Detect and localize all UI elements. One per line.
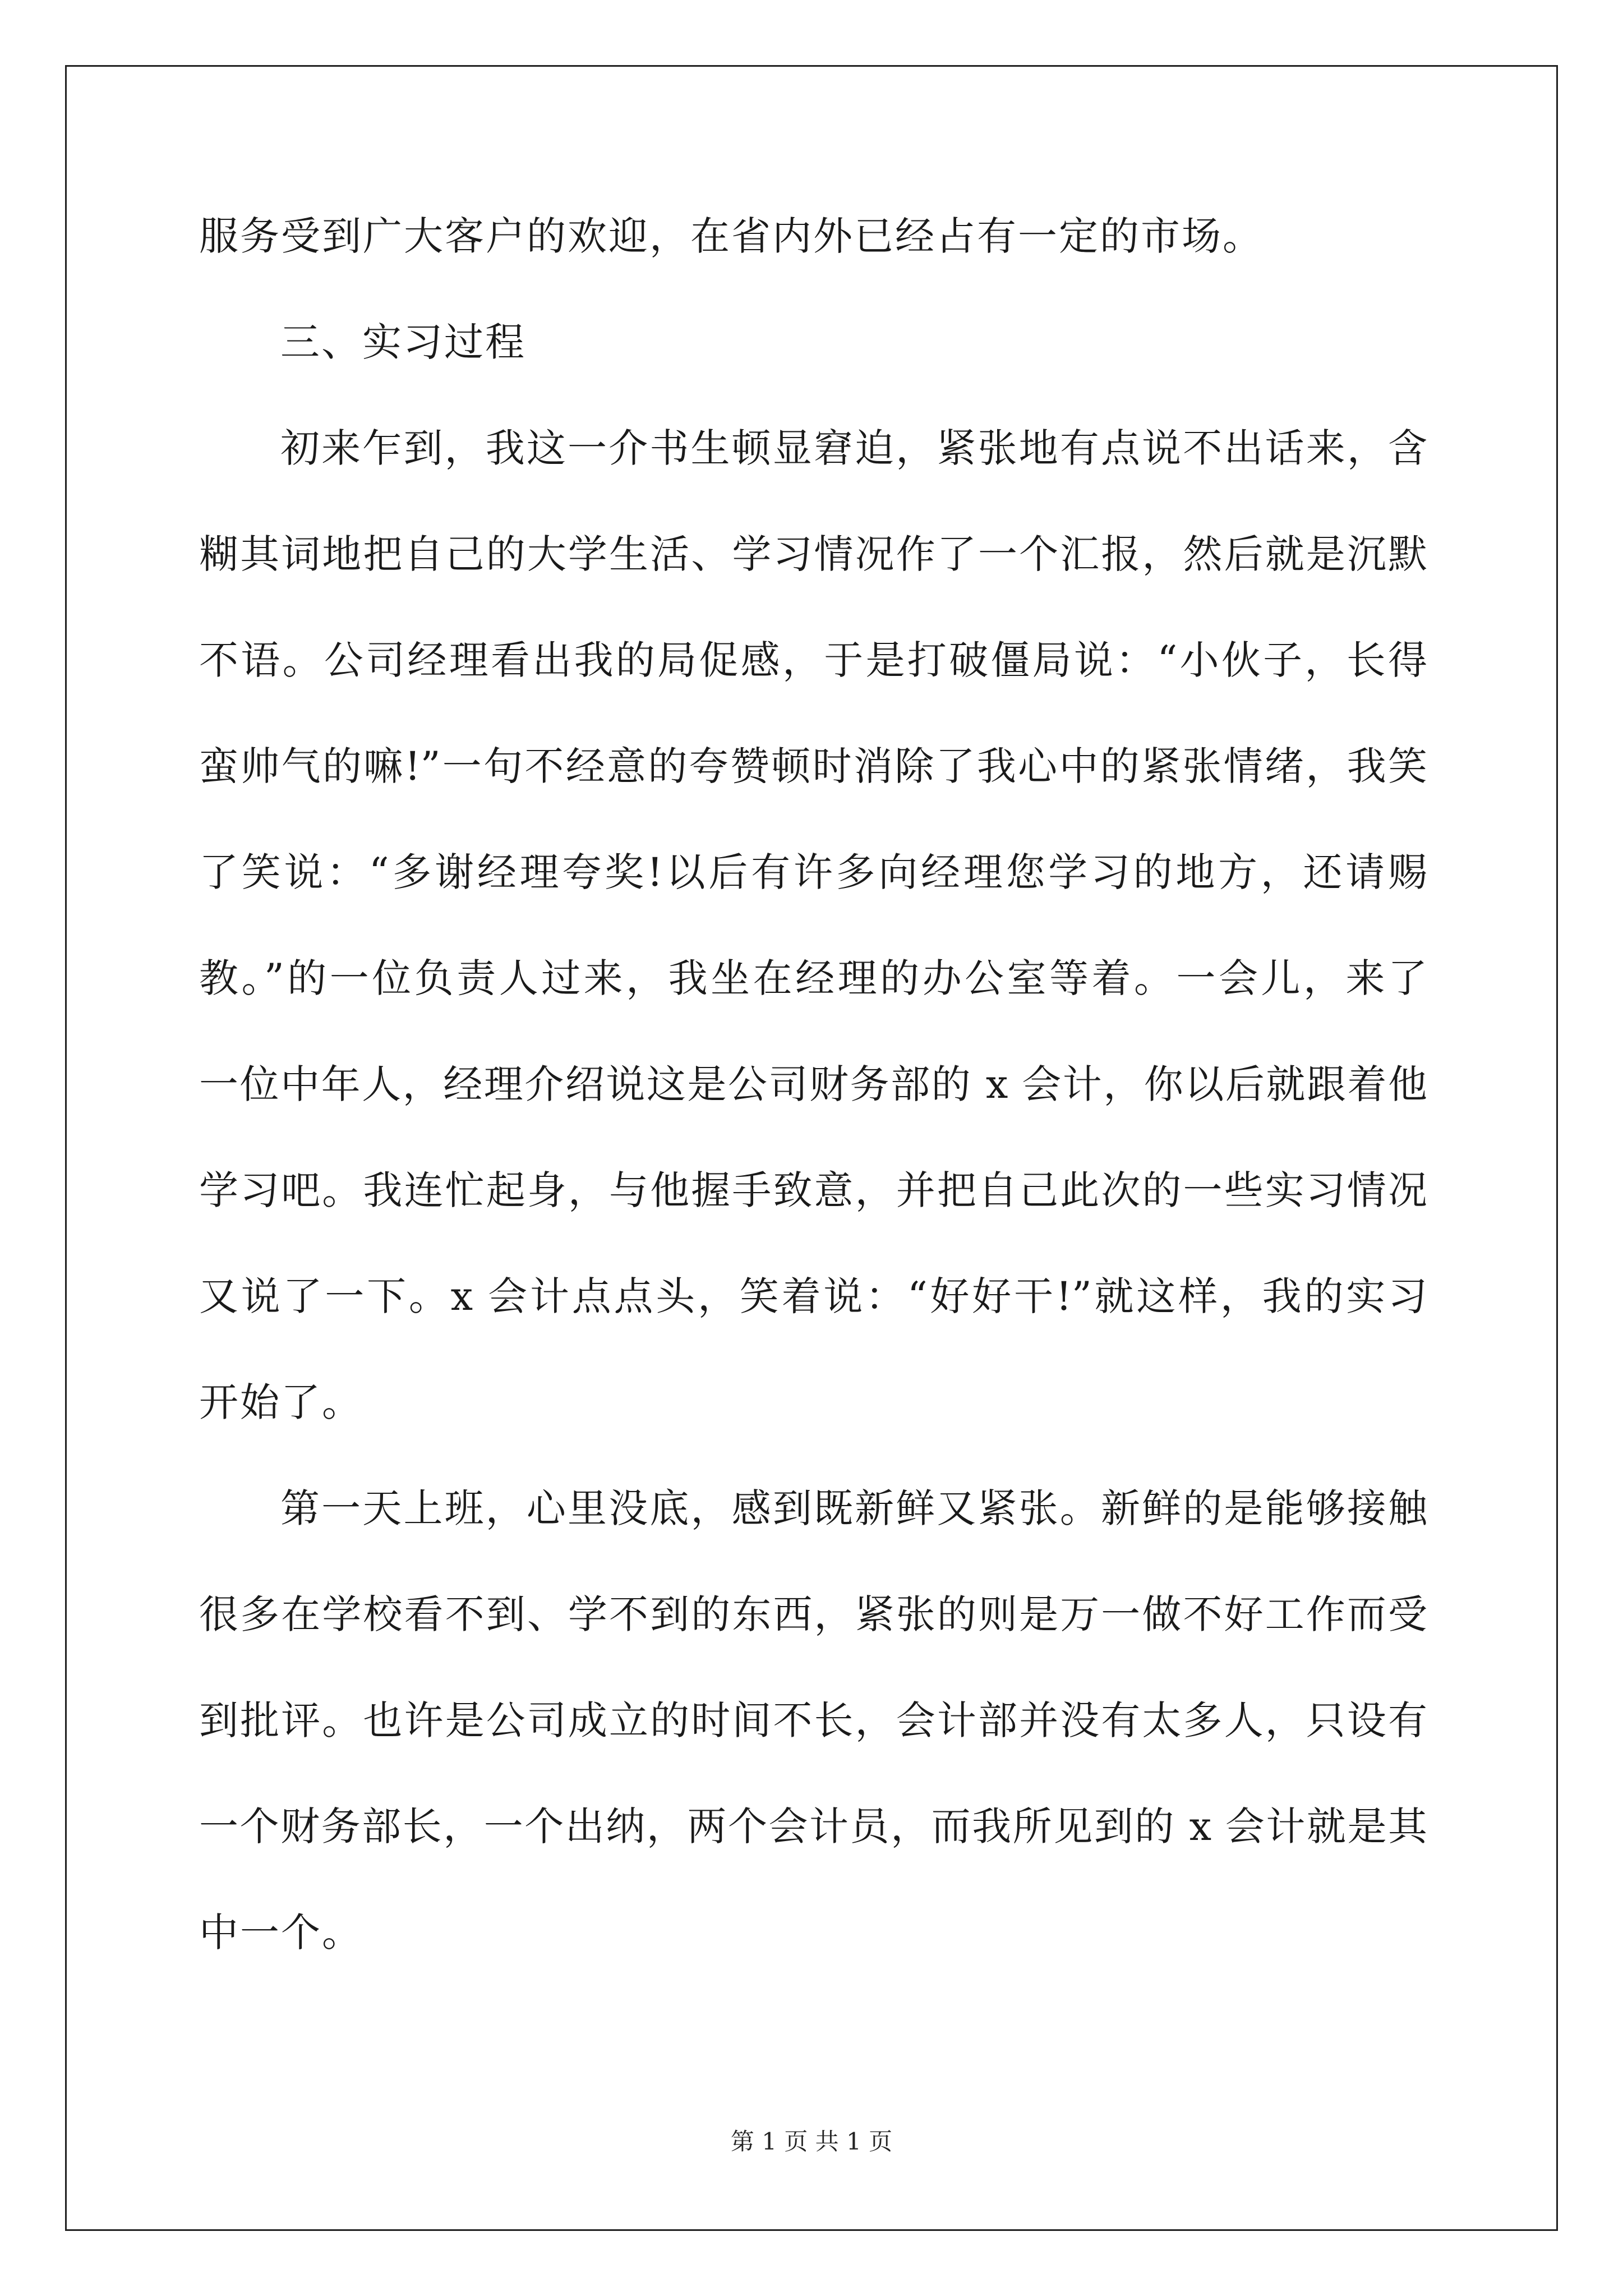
paragraph-line: 第一天上班，心里没底，感到既新鲜又紧张。新鲜的是能够接触 bbox=[280, 1485, 1427, 1531]
paragraph-line: 到批评。也许是公司成立的时间不长，会计部并没有太多人，只设有 bbox=[199, 1697, 1427, 1743]
paragraph-line: 服务受到广大客户的欢迎，在省内外已经占有一定的市场。 bbox=[199, 213, 1264, 259]
paragraph-line: 很多在学校看不到、学不到的东西，紧张的则是万一做不好工作而受 bbox=[199, 1591, 1427, 1637]
paragraph-line: 又说了一下。x 会计点点头，笑着说：“好好干!”就这样，我的实习 bbox=[199, 1273, 1427, 1319]
paragraph-line: 开始了。 bbox=[199, 1379, 363, 1425]
paragraph-line: 一位中年人，经理介绍说这是公司财务部的 x 会计，你以后就跟着他 bbox=[199, 1061, 1427, 1107]
paragraph-line: 教。”的一位负责人过来，我坐在经理的办公室等着。一会儿，来了 bbox=[199, 955, 1427, 1001]
paragraph-line: 学习吧。我连忙起身，与他握手致意，并把自己此次的一些实习情况 bbox=[199, 1167, 1427, 1213]
page-border bbox=[65, 65, 1558, 2231]
page-number-footer: 第 1 页 共 1 页 bbox=[730, 2128, 893, 2155]
paragraph-line: 糊其词地把自己的大学生活、学习情况作了一个汇报，然后就是沉默 bbox=[199, 531, 1427, 577]
paragraph-line: 初来乍到，我这一介书生顿显窘迫，紧张地有点说不出话来，含 bbox=[280, 425, 1427, 471]
paragraph-line: 不语。公司经理看出我的局促感，于是打破僵局说：“小伙子，长得 bbox=[199, 637, 1427, 683]
section-heading: 三、实习过程 bbox=[280, 319, 526, 365]
paragraph-line: 了笑说：“多谢经理夸奖!以后有许多向经理您学习的地方，还请赐 bbox=[199, 849, 1427, 895]
paragraph-line: 蛮帅气的嘛!”一句不经意的夸赞顿时消除了我心中的紧张情绪，我笑 bbox=[199, 743, 1427, 789]
paragraph-line: 一个财务部长，一个出纳，两个会计员，而我所见到的 x 会计就是其 bbox=[199, 1803, 1427, 1849]
paragraph-line: 中一个。 bbox=[199, 1910, 363, 1955]
